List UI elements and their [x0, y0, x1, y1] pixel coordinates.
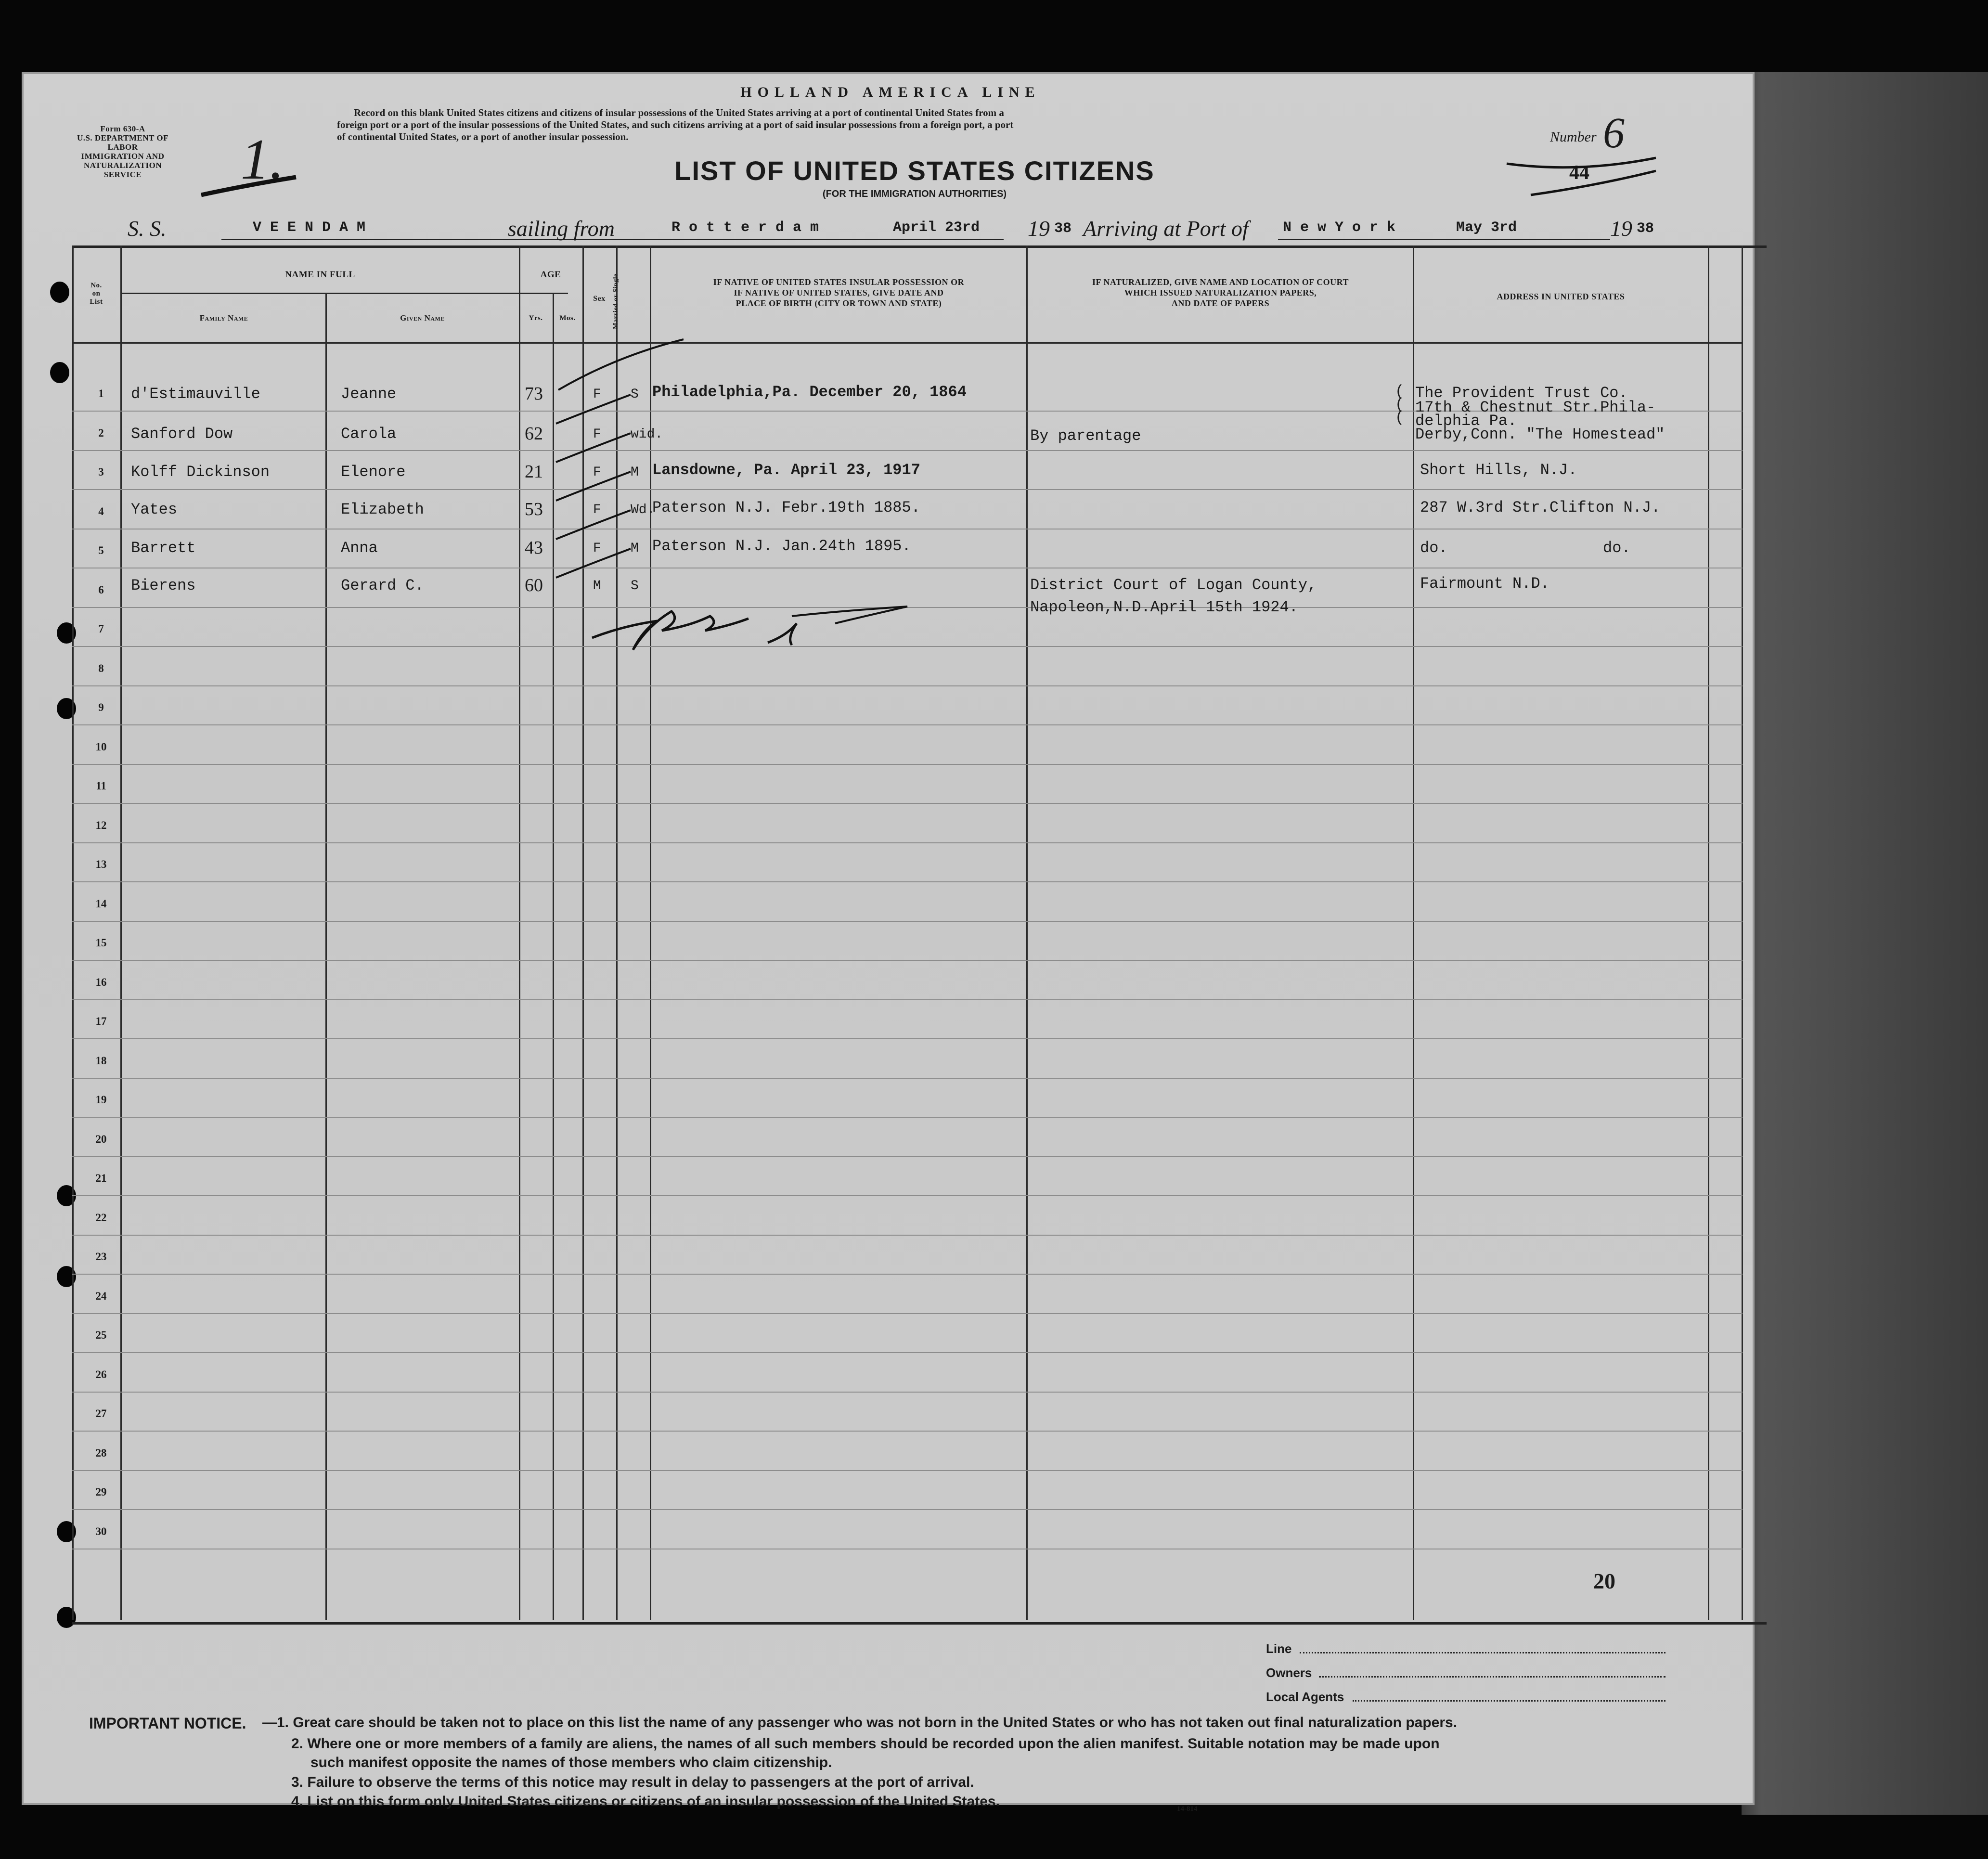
- row-number: 22: [95, 1212, 107, 1224]
- row-number: 17: [95, 1015, 107, 1027]
- ss-label: S. S.: [128, 216, 167, 241]
- port-to: N e w Y o r k: [1283, 219, 1396, 236]
- row-number: 10: [95, 741, 107, 753]
- age-cell: 43: [525, 538, 543, 558]
- given-name-cell: Elenore: [341, 463, 406, 481]
- departure-year: 38: [1054, 220, 1072, 237]
- row-number: 3: [98, 466, 104, 478]
- row-line: [72, 960, 1743, 961]
- row-number: 1: [98, 387, 104, 400]
- sex-cell: F: [593, 503, 601, 517]
- address-line: do.: [1420, 539, 1448, 557]
- row-line: [72, 489, 1743, 490]
- row-number: 24: [95, 1290, 107, 1302]
- punch-hole: [50, 282, 69, 303]
- row-number: 8: [98, 662, 104, 674]
- row-line: [72, 921, 1743, 922]
- row-number: 14: [95, 898, 107, 910]
- birth-header-line: PLACE OF BIRTH (CITY OR TOWN AND STATE): [736, 298, 942, 308]
- agents-rule: [1353, 1700, 1665, 1702]
- agents-field: [1266, 1690, 1344, 1704]
- status-cell: M: [631, 465, 639, 480]
- row-number: 19: [95, 1094, 107, 1106]
- naturalized-header-line: IF NATURALIZED, GIVE NAME AND LOCATION OF COURT: [1092, 277, 1349, 287]
- notice-line: such manifest opposite the names of those members who claim citizenship.: [310, 1755, 832, 1770]
- given-name-cell: Gerard C.: [341, 577, 424, 594]
- family-name-cell: Bierens: [131, 577, 196, 594]
- notice-line: 3. Failure to observe the terms of this notice may result in delay to passengers at the port of arrival.: [291, 1774, 974, 1790]
- column-divider: [1742, 245, 1743, 1620]
- row-number: 11: [96, 780, 106, 792]
- sheet-mark: 1.: [241, 127, 284, 191]
- number-label: Number: [1550, 129, 1597, 145]
- address-line: 17th & Chestnut Str.Phila-: [1415, 399, 1656, 416]
- row-number: 29: [95, 1486, 107, 1498]
- row-number: 2: [98, 427, 104, 439]
- row-line: [72, 450, 1743, 451]
- sex-cell: F: [593, 387, 601, 402]
- age-cell: 21: [525, 462, 543, 482]
- birth-cell: Paterson N.J. Febr.19th 1885.: [652, 499, 920, 516]
- col-header-family-name: Family Name: [199, 313, 248, 323]
- binding-strip: [1742, 72, 1988, 1815]
- birth-cell: Lansdowne, Pa. April 23, 1917: [652, 461, 920, 479]
- row-number: 30: [95, 1525, 107, 1537]
- row-line: [72, 1509, 1743, 1510]
- row-line: [72, 1235, 1743, 1236]
- form-id-block: [72, 124, 173, 179]
- row-line: [72, 1431, 1743, 1432]
- count-mark: 20: [1593, 1569, 1615, 1593]
- voyage-line: [128, 216, 1668, 245]
- row-number: 13: [95, 858, 107, 870]
- instruction-line: of continental United States, or a port of another insular possession.: [337, 131, 629, 142]
- address-line: Short Hills, N.J.: [1420, 461, 1577, 479]
- row-number: 9: [98, 701, 104, 713]
- officer-signature: [585, 597, 922, 664]
- col-header-naturalized: [1029, 277, 1412, 309]
- col-header-no: No. on List: [90, 282, 103, 306]
- status-cell: wid.: [631, 427, 663, 442]
- notice-title: IMPORTANT NOTICE.: [89, 1715, 246, 1732]
- underline: [1278, 239, 1610, 240]
- ditto-strokes: [549, 332, 693, 631]
- notice-line: 4. List on this form only United States citizens or citizens of an insular possession of the United States.: [291, 1794, 1000, 1809]
- row-number: 23: [95, 1251, 107, 1263]
- row-number: 16: [95, 976, 107, 988]
- form-id-line: IMMIGRATION AND: [81, 152, 165, 161]
- row-line: [72, 1038, 1743, 1039]
- row-line: [72, 724, 1743, 725]
- col-header-name-in-full: NAME IN FULL: [285, 270, 355, 280]
- address-line: 287 W.3rd Str.Clifton N.J.: [1420, 499, 1661, 516]
- col-header-yrs: Yrs.: [529, 314, 543, 322]
- company-name: HOLLAND AMERICA LINE: [740, 84, 1041, 100]
- row-number: 28: [95, 1447, 107, 1459]
- year-prefix: 19: [1028, 216, 1050, 241]
- row-number: 25: [95, 1329, 107, 1341]
- row-line: [72, 1195, 1743, 1196]
- address-line: Derby,Conn. "The Homestead": [1415, 426, 1665, 443]
- punch-hole: [50, 362, 69, 383]
- ship-name: V E E N D A M: [253, 219, 366, 236]
- row-number: 27: [95, 1407, 107, 1420]
- col-header-address: ADDRESS IN UNITED STATES: [1497, 292, 1625, 301]
- column-divider: [120, 245, 122, 1620]
- underline: [628, 239, 1004, 240]
- row-line: [72, 999, 1743, 1000]
- row-number: 20: [95, 1133, 107, 1145]
- document-title: LIST OF UNITED STATES CITIZENS: [674, 155, 1155, 186]
- col-header-age: AGE: [540, 270, 561, 280]
- line-field: [1266, 1641, 1291, 1656]
- row-number: 21: [95, 1172, 107, 1184]
- row-number: 7: [98, 623, 104, 635]
- form-id-line: Form 630-A: [100, 124, 145, 133]
- instruction-text: [337, 107, 1463, 143]
- row-line: [72, 881, 1743, 882]
- col-header-mos: Mos.: [559, 314, 576, 322]
- agents-label: Local Agents: [1266, 1690, 1344, 1704]
- address-line: Fairmount N.D.: [1420, 575, 1549, 593]
- number-struck: 44: [1569, 162, 1589, 184]
- row-line: [72, 803, 1743, 804]
- birth-header-line: IF NATIVE OF UNITED STATES INSULAR POSSESSION OR: [713, 277, 965, 287]
- owners-rule: [1319, 1676, 1665, 1678]
- instruction-line: Record on this blank United States citizens and citizens of insular possessions of the United States arriving at a port of continental United States from a: [354, 107, 1004, 118]
- sailing-label: sailing from: [508, 216, 615, 241]
- row-number: 6: [98, 584, 104, 596]
- given-name-cell: Anna: [341, 539, 378, 557]
- status-cell: S: [631, 387, 639, 402]
- column-divider: [72, 245, 74, 1620]
- family-name-cell: Barrett: [131, 539, 196, 557]
- document-subtitle: (FOR THE IMMIGRATION AUTHORITIES): [822, 189, 1007, 199]
- port-from: R o t t e r d a m: [671, 219, 819, 236]
- row-number: 18: [95, 1055, 107, 1067]
- arriving-label: Arriving at Port of: [1083, 216, 1249, 241]
- col-header-married: Married or Single: [612, 273, 620, 329]
- row-number: 26: [95, 1368, 107, 1381]
- column-divider: [1026, 245, 1028, 1620]
- family-name-cell: Kolff Dickinson: [131, 463, 270, 481]
- address-line: do.: [1603, 539, 1631, 557]
- row-line: [72, 842, 1743, 843]
- departure-date: April 23rd: [893, 219, 980, 236]
- line-rule: [1300, 1652, 1665, 1653]
- row-number: 4: [98, 505, 104, 517]
- address-line: delphia Pa.: [1415, 412, 1517, 430]
- birth-header-line: IF NATIVE OF UNITED STATES, GIVE DATE AND: [734, 288, 944, 297]
- naturalized-cell: District Court of Logan County, Napoleon,N.D.April 15th 1924.: [1030, 576, 1317, 616]
- sex-cell: M: [593, 579, 601, 594]
- address-bracket: ( ( (: [1395, 383, 1405, 426]
- print-code: 14-814: [1177, 1805, 1198, 1813]
- notice-line: —1. Great care should be taken not to place on this list the name of any passenger who was not born in the United States or who has not taken out final naturalization papers.: [262, 1715, 1458, 1730]
- column-divider: [1413, 245, 1414, 1620]
- arrival-year: 38: [1637, 220, 1654, 237]
- subheader-rule: [120, 293, 568, 294]
- row-line: [72, 1392, 1743, 1393]
- row-line: [72, 1078, 1743, 1079]
- address-line: The Provident Trust Co.: [1415, 384, 1628, 402]
- birth-cell: Paterson N.J. Jan.24th 1895.: [652, 537, 911, 555]
- row-line: [72, 685, 1743, 686]
- arrival-date: May 3rd: [1456, 219, 1517, 236]
- column-divider: [325, 294, 327, 1620]
- row-line: [72, 1313, 1743, 1314]
- form-id-line: U.S. DEPARTMENT OF LABOR: [77, 133, 169, 152]
- sex-cell: F: [593, 541, 601, 556]
- age-cell: 60: [525, 575, 543, 595]
- age-cell: 73: [525, 384, 543, 404]
- owners-label: Owners: [1266, 1665, 1312, 1680]
- given-name-cell: Carola: [341, 425, 397, 443]
- row-line: [72, 1470, 1743, 1471]
- age-cell: 53: [525, 499, 543, 519]
- header-rule: [72, 342, 1743, 344]
- status-cell: M: [631, 541, 639, 556]
- age-cell: 62: [525, 424, 543, 444]
- family-name-cell: Yates: [131, 501, 178, 518]
- row-number: 5: [98, 544, 104, 556]
- number-value: 6: [1603, 109, 1625, 157]
- line-label: Line: [1266, 1641, 1292, 1656]
- year-prefix: 19: [1610, 216, 1632, 241]
- status-cell: Wd.: [631, 503, 655, 517]
- row-line: [72, 1117, 1743, 1118]
- sheet-mark-underline: [197, 173, 303, 202]
- naturalized-header-line: WHICH ISSUED NATURALIZATION PAPERS,: [1124, 288, 1317, 297]
- sex-cell: F: [593, 427, 601, 442]
- col-header-birth: [652, 277, 1025, 309]
- birth-cell: Philadelphia,Pa. December 20, 1864: [652, 383, 967, 401]
- row-line: [72, 764, 1743, 765]
- naturalized-cell: By parentage: [1030, 427, 1141, 445]
- row-line: [72, 1274, 1743, 1275]
- given-name-cell: Elizabeth: [341, 501, 424, 518]
- given-name-cell: Jeanne: [341, 385, 397, 403]
- row-number: 12: [95, 819, 107, 831]
- row-number: 15: [95, 937, 107, 949]
- owners-field: [1266, 1665, 1312, 1680]
- sex-cell: F: [593, 465, 601, 480]
- row-line: [72, 1352, 1743, 1353]
- notice-line: 2. Where one or more members of a family are aliens, the names of all such members should be recorded upon the alien manifest. Suitable notation may be made upon: [291, 1736, 1440, 1752]
- family-name-cell: Sanford Dow: [131, 425, 233, 443]
- number-strikeout: [1502, 149, 1661, 202]
- status-cell: S: [631, 579, 639, 594]
- naturalized-header-line: AND DATE OF PAPERS: [1171, 298, 1270, 308]
- instruction-line: foreign port or a port of the insular possessions of the United States, and such citizens arriving at a port of said insular possessions from a foreign port, a port: [337, 119, 1014, 130]
- form-id-line: NATURALIZATION SERVICE: [83, 161, 162, 179]
- column-divider: [519, 245, 520, 1620]
- column-divider: [1708, 245, 1709, 1620]
- family-name-cell: d'Estimauville: [131, 385, 260, 403]
- col-header-sex: Sex: [593, 295, 606, 303]
- row-line: [72, 1156, 1743, 1157]
- col-header-given-name: Given Name: [400, 313, 445, 323]
